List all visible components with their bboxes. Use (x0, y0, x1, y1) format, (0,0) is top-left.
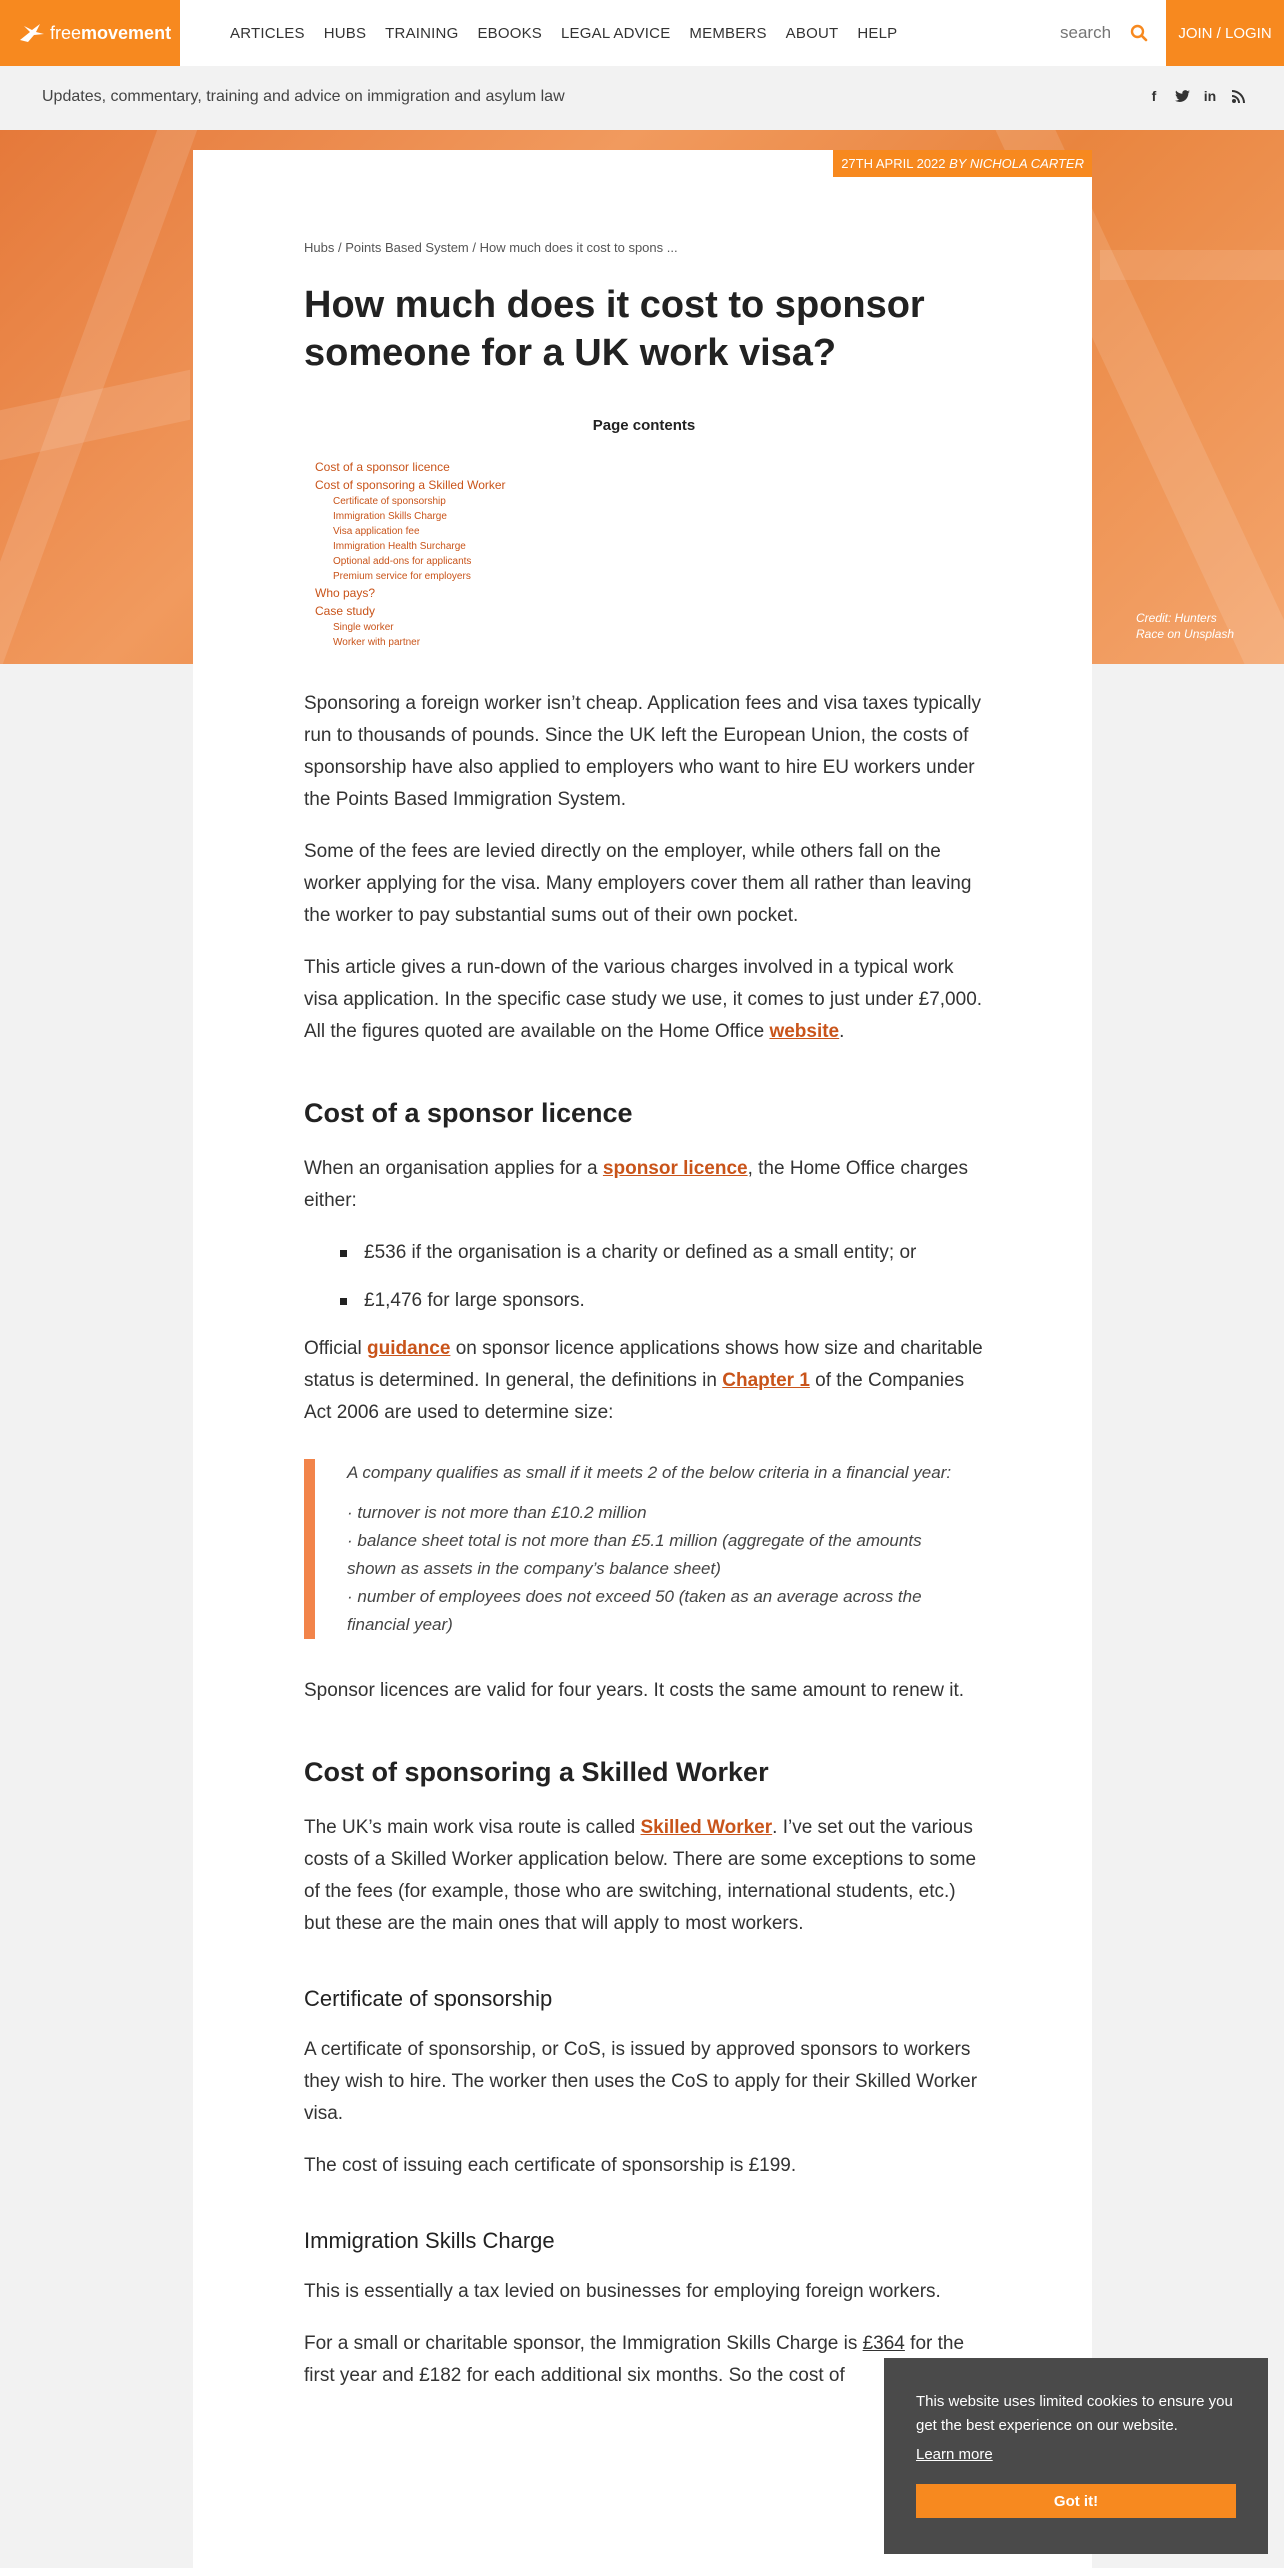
guidance-link[interactable]: guidance (367, 1338, 451, 1359)
breadcrumb: Hubs / Points Based System / How much does it cost to spons ... (304, 240, 678, 255)
nav-legal-advice[interactable]: LEGAL ADVICE (561, 24, 671, 42)
paragraph: For a small or charitable sponsor, the Immigration Skills Charge is £364 for the first year and £182 for each additional six months. So the cost of (304, 2333, 965, 2386)
cookie-message: This website uses limited cookies to ensure you get the best experience on our website. (916, 2393, 1233, 2434)
photo-credit: Credit: Hunters Race on Unsplash (1136, 611, 1235, 641)
sponsor-licence-link[interactable]: sponsor licence (602, 1158, 748, 1179)
subsection-heading: Immigration Skills Charge (304, 2228, 555, 2253)
chapter-1-link[interactable]: Chapter 1 (722, 1370, 810, 1391)
breadcrumb-points-based-system[interactable]: Points Based System (345, 240, 469, 255)
bird-logo-icon (18, 22, 46, 44)
article-date: 27TH APRIL 2022 (841, 156, 946, 171)
nav-members[interactable]: MEMBERS (689, 24, 767, 42)
site-tagline: Updates, commentary, training and advice on immigration and asylum law (42, 88, 565, 105)
toc-item[interactable]: Optional add-ons for applicants (333, 556, 472, 567)
linkedin-icon[interactable]: in (1203, 88, 1217, 104)
tagline-bar (0, 66, 1284, 130)
paragraph: A certificate of sponsorship, or CoS, is issued by approved sponsors to workers they wish to hire. The worker then uses the CoS to apply for their Skilled Worker visa. (304, 2039, 978, 2124)
section-heading: Cost of a sponsor licence (304, 1098, 633, 1128)
article-title: How much does it cost to sponsor someone for a UK work visa? (304, 284, 925, 374)
toc-item[interactable]: Certificate of sponsorship (333, 496, 446, 507)
toc-list (304, 458, 984, 650)
toc-item[interactable]: Cost of a sponsor licence (315, 460, 450, 474)
paragraph: The UK’s main work visa route is called Skilled Worker. I’ve set out the various costs of a Skilled Worker application below. There are some exceptions to some of the fees (for example, those who are switching, international students, etc.) but these are the main ones that will apply to most workers. (304, 1817, 977, 1934)
toc-item[interactable]: Cost of sponsoring a Skilled Worker (315, 478, 506, 492)
learn-more-link[interactable]: Learn more (916, 2446, 993, 2463)
list-item: £1,476 for large sponsors. (340, 1285, 984, 1317)
search-box (1060, 0, 1148, 66)
paragraph: Sponsoring a foreign worker isn’t cheap. Application fees and visa taxes typically run to thousands of pounds. Since the UK left the European Union, the costs of sponsorship have also applied to employers who want to hire EU workers under the Points Based Immigration System. (304, 693, 981, 810)
facebook-icon[interactable]: f (1151, 88, 1157, 104)
search-icon[interactable] (1130, 24, 1148, 42)
skilled-worker-link[interactable]: Skilled Worker (640, 1817, 773, 1838)
list-item: £536 if the organisation is a charity or defined as a small entity; or (340, 1237, 984, 1269)
paragraph: This article gives a run-down of the various charges involved in a typical work visa application. In the specific case study we use, it comes to just under £7,000. All the figures quoted are available on the Home Office website. (304, 957, 983, 1042)
paragraph: When an organisation applies for a sponsor licence, the Home Office charges either: (304, 1158, 968, 1211)
breadcrumb-hubs[interactable]: Hubs (304, 240, 335, 255)
search-input[interactable] (1060, 23, 1116, 43)
top-navigation-bar (0, 0, 1284, 66)
paragraph: This is essentially a tax levied on businesses for employing foreign workers. (304, 2281, 941, 2302)
blockquote: A company qualifies as small if it meets 2 of the below criteria in a financial year: · turnover is not more than £10.2 million · balance sheet total is not more than £5.1 million (aggregate of the amounts shown as assets in the company’s balance sheet) · number of employees does not exceed 50 (taken as an average across the financial year) (304, 1459, 984, 1639)
join-login-button[interactable]: JOIN / LOGIN (1166, 0, 1284, 66)
paragraph: The cost of issuing each certificate of sponsorship is £199. (304, 2155, 797, 2176)
fee-list (340, 1237, 984, 1317)
article-meta-badge (833, 150, 1092, 177)
main-nav (230, 0, 916, 66)
breadcrumb-current: How much does it cost to spons ... (479, 240, 678, 255)
social-links (1146, 88, 1246, 104)
nav-about[interactable]: ABOUT (785, 24, 839, 42)
rss-icon[interactable] (1230, 88, 1246, 104)
paragraph: Official guidance on sponsor licence applications shows how size and charitable status is determined. In general, the definitions in Chapter 1 of the Companies Act 2006 are used to determine size: (304, 1338, 983, 1423)
nav-ebooks[interactable]: EBOOKS (477, 24, 543, 42)
nav-help[interactable]: HELP (857, 24, 898, 42)
toc-item[interactable]: Case study (315, 604, 376, 618)
article-card (193, 150, 1092, 2568)
section-heading: Cost of sponsoring a Skilled Worker (304, 1757, 769, 1787)
skills-charge-link[interactable]: £364 (862, 2333, 905, 2354)
toc-item[interactable]: Immigration Health Surcharge (333, 541, 466, 552)
website-link[interactable]: website (769, 1021, 840, 1042)
toc-item[interactable]: Immigration Skills Charge (333, 511, 447, 522)
twitter-icon[interactable] (1174, 88, 1190, 104)
nav-articles[interactable]: ARTICLES (230, 24, 305, 42)
brand-name-bold: movement (81, 22, 172, 43)
paragraph: Some of the fees are levied directly on the employer, while others fall on the worker applying for the visa. Many employers cover them all rather than leaving the worker to pay substantial sums out of their own pocket. (304, 841, 972, 926)
paragraph: Sponsor licences are valid for four years. It costs the same amount to renew it. (304, 1680, 965, 1701)
toc-title: Page contents (592, 417, 696, 434)
nav-training[interactable]: TRAINING (385, 24, 459, 42)
article-author[interactable]: BY NICHOLA CARTER (949, 156, 1084, 171)
site-logo[interactable] (0, 0, 180, 66)
toc-item[interactable]: Single worker (333, 622, 394, 633)
article-body (304, 688, 984, 2392)
toc-item[interactable]: Visa application fee (333, 526, 420, 537)
toc-item[interactable]: Premium service for employers (333, 571, 471, 582)
brand-name-light: free (50, 22, 82, 43)
toc-item[interactable]: Who pays? (315, 586, 376, 600)
article-content (304, 240, 984, 2412)
subsection-heading: Certificate of sponsorship (304, 1986, 553, 2011)
cookie-banner (884, 2358, 1268, 2554)
nav-hubs[interactable]: HUBS (323, 24, 367, 42)
toc-item[interactable]: Worker with partner (333, 637, 421, 648)
table-of-contents (304, 417, 984, 650)
accept-cookies-button[interactable]: Got it! (916, 2484, 1236, 2518)
